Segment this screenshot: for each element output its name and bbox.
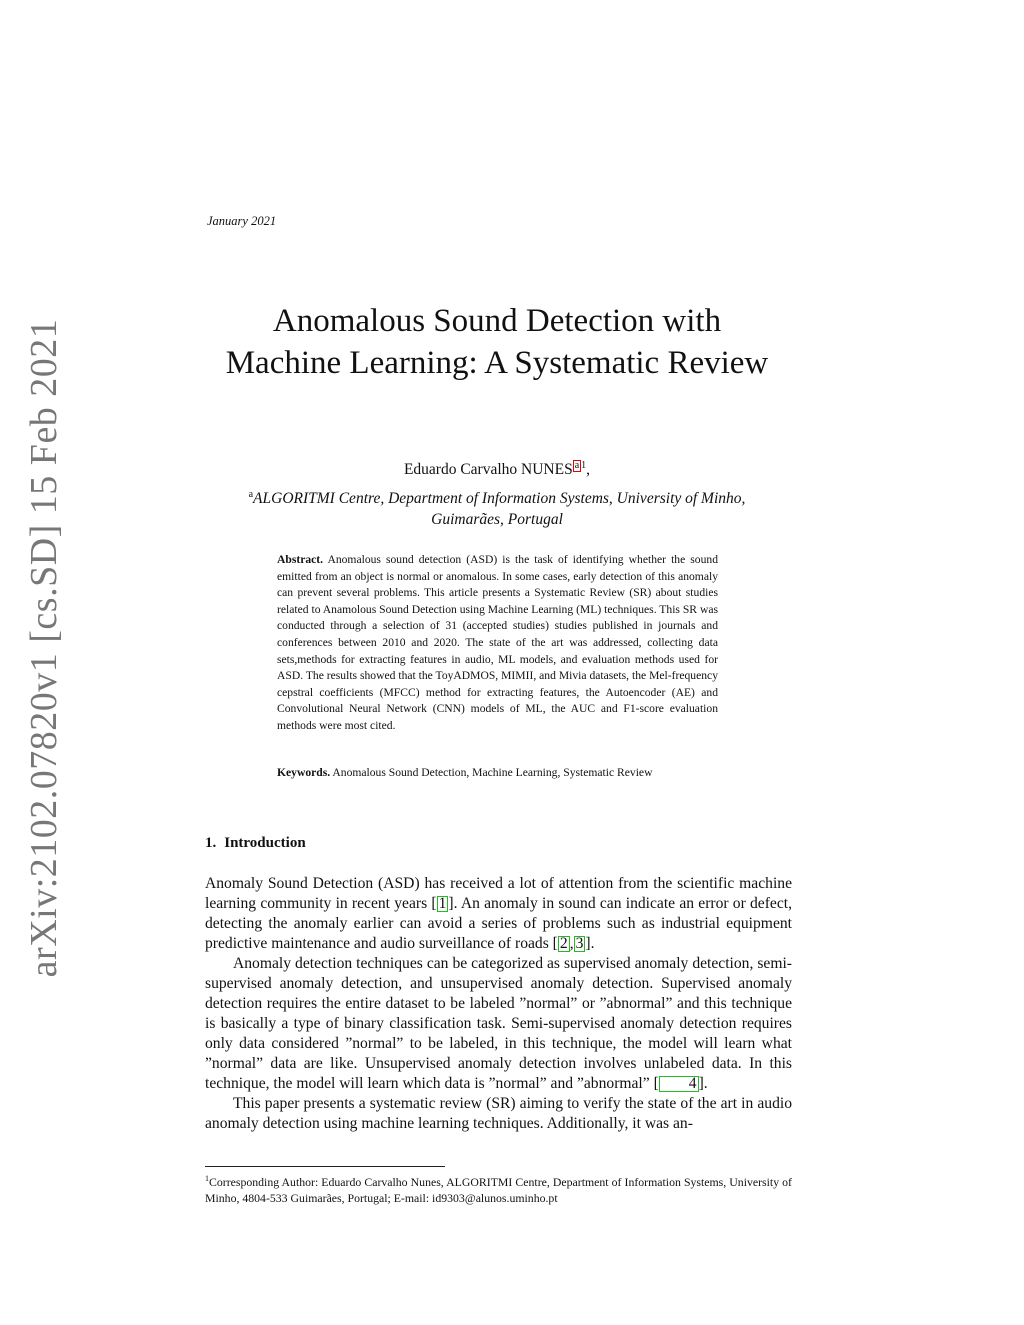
intro-paragraph-2	[205, 954, 792, 1094]
section-heading	[205, 835, 306, 852]
intro-paragraph-1	[205, 874, 792, 954]
footnote-divider	[205, 1166, 445, 1167]
footnote	[205, 1171, 792, 1207]
section-title: Introduction	[224, 835, 306, 851]
intro-paragraph-3: This paper presents a systematic review (SR) aiming to verify the state of the art in audio anomaly detection using machine learning techniques. Additionally, it was an-	[205, 1095, 792, 1132]
keywords	[277, 765, 718, 781]
paper-date: January 2021	[207, 214, 277, 228]
affiliation-mark: a	[248, 489, 254, 500]
citation-link[interactable]: 4	[659, 1076, 699, 1092]
keywords-label: Keywords.	[277, 766, 331, 779]
citation-link[interactable]: 1	[438, 895, 447, 912]
affiliation-line-1: ALGORITMI Centre, Department of Information Systems, University of Minho,	[253, 490, 746, 508]
para1-text-3: ].	[585, 935, 595, 952]
paper-title	[180, 300, 814, 384]
title-line-1: Anomalous Sound Detection with	[272, 303, 722, 339]
author-name: Eduardo Carvalho NUNES	[403, 461, 573, 479]
para2-text-2: ].	[698, 1075, 708, 1092]
footnote-text: Corresponding Author: Eduardo Carvalho Nunes, ALGORITMI Centre, Department of Information Systems, University of Minho, 4804-533 Guimarães, Portugal; E-mail: id9303@alunos.uminho.pt	[205, 1174, 792, 1206]
keywords-text: Anomalous Sound Detection, Machine Learning, Systematic Review	[332, 766, 653, 779]
title-line-2: Machine Learning: A Systematic Review	[225, 345, 769, 381]
abstract	[277, 552, 718, 735]
citation-link[interactable]: 3	[575, 935, 584, 952]
affiliation	[200, 484, 794, 530]
para2-text-1: Anomaly detection techniques can be categorized as supervised anomaly detection, semi-supervised anomaly detection, and unsupervised anomaly detection. Supervised anomaly detection requires the entire dataset to be labeled ”normal” or ”abnormal” and this technique is basically a type of binary classification task. Semi-supervised anomaly detection requires only data considered ”normal” to be labeled, in this technique, the model will learn what ”normal” data are like. Unsupervised anomaly detection involves unlabeled data. In this technique, the model will learn which data is ”normal” and ”abnormal” [	[205, 955, 792, 1092]
arxiv-identifier: arXiv:2102.07820v1 [cs.SD] 15 Feb 2021	[23, 318, 65, 978]
abstract-label: Abstract.	[277, 553, 324, 566]
author-line	[180, 460, 814, 479]
author-trailing: ,	[586, 461, 591, 479]
affiliation-line-2: Guimarães, Portugal	[431, 511, 563, 529]
footnote-mark: 1	[581, 460, 587, 471]
citation-link[interactable]: 2	[559, 935, 568, 952]
footnote-number: 1	[205, 1174, 209, 1183]
para1-text-2: ]. An anomaly in sound can indicate an error or defect, detecting the anomaly earlier can avoid a series of problems such as industrial equipment predictive maintenance and audio surveillance of roads [	[205, 895, 792, 952]
introduction-body	[205, 874, 792, 1134]
abstract-text: Anomalous sound detection (ASD) is the task of identifying whether the sound emitted from an object is normal or anomalous. In some cases, early detection of this anomaly can prevent several problems. This article presents a Systematic Review (SR) about studies related to Anamolous Sound Detection using Machine Learning (ML) techniques. This SR was conducted through a selection of 31 (accepted studies) studies published in journals and conferences between 2010 and 2020. The state of the art was addressed, collecting data sets,methods for extracting features in audio, ML models, and evaluation methods used for ASD. The results showed that the ToyADMOS, MIMII, and Mivia datasets, the Mel-frequency cepstral coefficients (MFCC) method for extracting features, the Autoencoder (AE) and Convolutional Neural Network (CNN) models of ML, the AUC and F1-score evaluation methods were most cited.	[277, 553, 718, 732]
section-number: 1.	[205, 835, 217, 851]
para1-text-1: Anomaly Sound Detection (ASD) has received a lot of attention from the scientific machine learning community in recent years [	[205, 875, 792, 912]
affiliation-link[interactable]: a	[574, 460, 580, 471]
citation-separator: ,	[569, 935, 574, 952]
